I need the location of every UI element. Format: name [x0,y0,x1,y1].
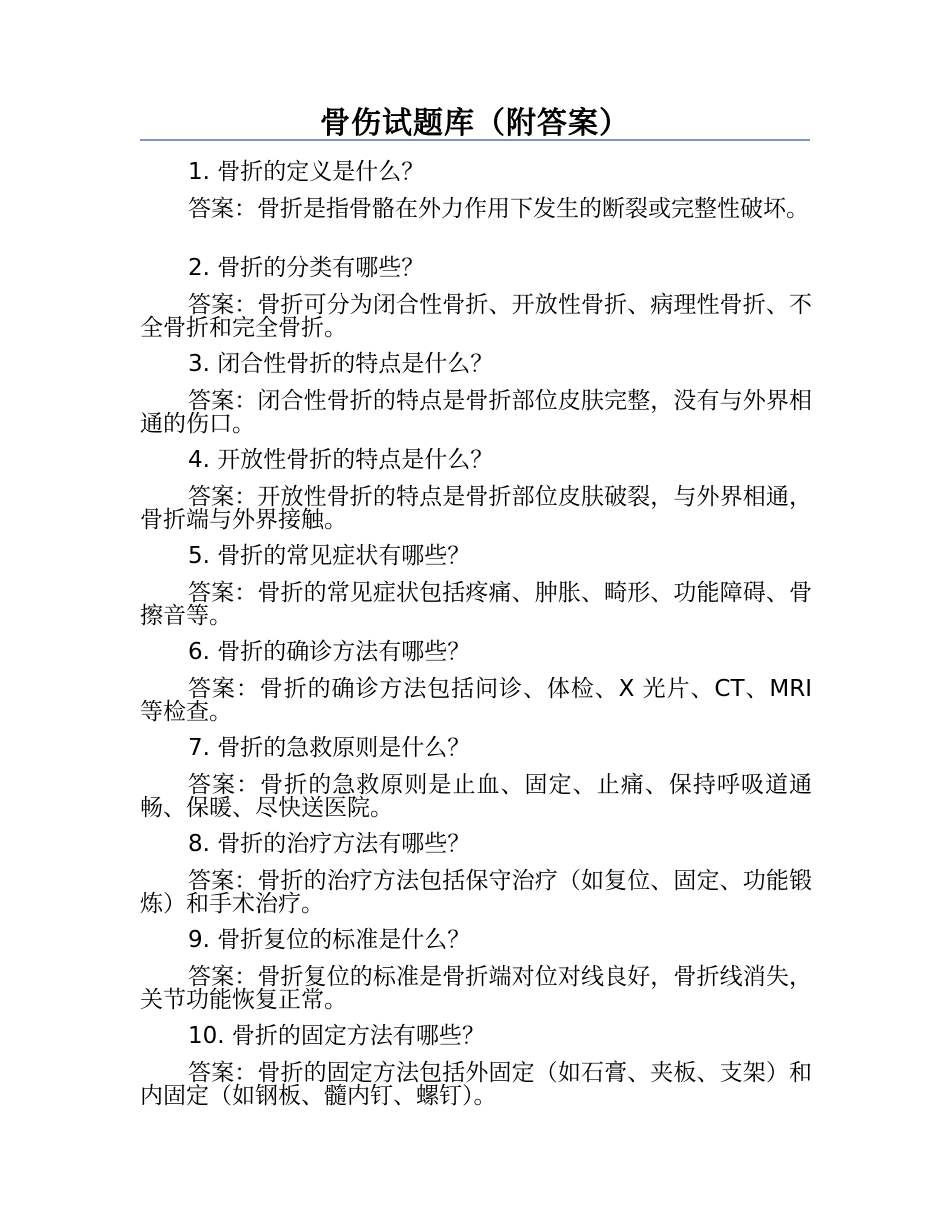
title-underline [140,139,810,141]
qa-item [140,536,812,632]
question-text: 10. 骨折的固定方法有哪些？ [188,1023,485,1049]
question-text: 2. 骨折的分类有哪些？ [188,255,425,281]
answer-text: 答案：闭合性骨折的特点是骨折部位皮肤完整，没有与外界相通的伤口。 [140,388,812,437]
qa-item [140,344,812,440]
question-text: 4. 开放性骨折的特点是什么？ [188,447,494,473]
answer-text: 答案：骨折的治疗方法包括保守治疗（如复位、固定、功能锻炼）和手术治疗。 [140,868,812,917]
qa-item [140,632,812,728]
qa-item [140,152,812,248]
question-text: 8. 骨折的治疗方法有哪些？ [188,831,471,857]
qa-list [140,152,812,1112]
answer-text: 答案：骨折的确诊方法包括问诊、体检、X 光片、CT、MRI 等检查。 [140,676,812,725]
question-text: 6. 骨折的确诊方法有哪些？ [188,639,471,665]
question-text: 1. 骨折的定义是什么？ [188,159,425,185]
qa-item [140,920,812,1016]
answer-text: 答案：骨折复位的标准是骨折端对位对线良好，骨折线消失，关节功能恢复正常。 [140,964,812,1013]
question-text: 7. 骨折的急救原则是什么？ [188,735,471,761]
answer-text: 答案：骨折的固定方法包括外固定（如石膏、夹板、支架）和内固定（如钢板、髓内钉、螺钉）。 [140,1060,812,1109]
qa-item [140,1016,812,1112]
question-text: 5. 骨折的常见症状有哪些？ [188,543,471,569]
answer-text: 答案：骨折的常见症状包括疼痛、肿胀、畸形、功能障碍、骨擦音等。 [140,580,812,629]
question-text: 9. 骨折复位的标准是什么？ [188,927,471,953]
answer-text: 答案：骨折的急救原则是止血、固定、止痛、保持呼吸道通畅、保暖、尽快送医院。 [140,772,812,821]
answer-text: 答案：骨折可分为闭合性骨折、开放性骨折、病理性骨折、不全骨折和完全骨折。 [140,292,812,341]
question-text: 3. 闭合性骨折的特点是什么？ [188,351,494,377]
answer-text: 答案：骨折是指骨骼在外力作用下发生的断裂或完整性破坏。 [188,196,809,222]
qa-item [140,440,812,536]
qa-item [140,824,812,920]
qa-item [140,728,812,824]
qa-item [140,248,812,344]
answer-text: 答案：开放性骨折的特点是骨折部位皮肤破裂，与外界相通，骨折端与外界接触。 [140,484,812,533]
document-title: 骨伤试题库（附答案） [320,106,630,141]
